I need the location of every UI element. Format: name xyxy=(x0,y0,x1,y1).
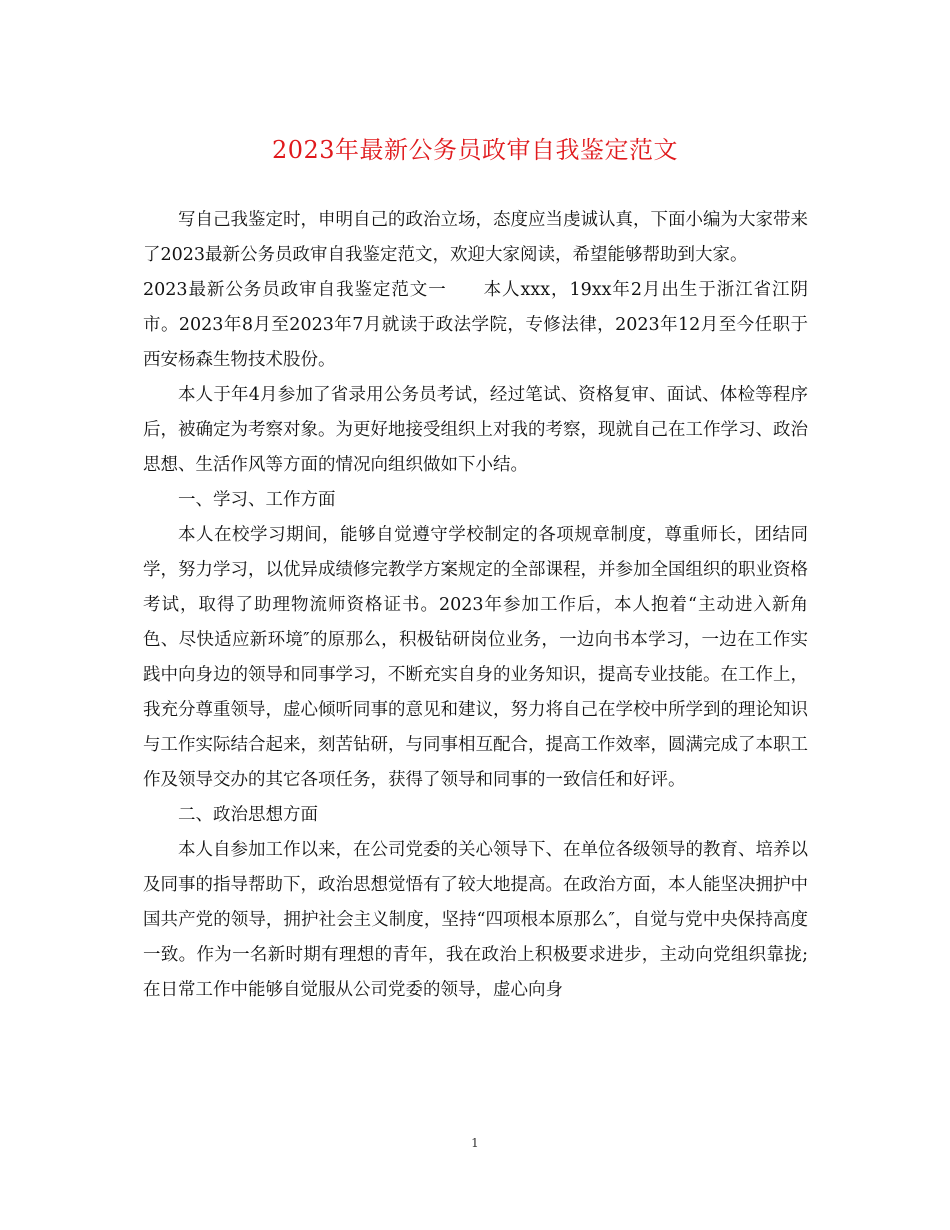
paragraph-study-work: 本人在校学习期间，能够自觉遵守学校制定的各项规章制度，尊重师长，团结同学，努力学习，以优异成绩修完教学方案规定的全部课程，并参加全国组织的职业资格考试，取得了助理物流师资格证书。2023年参加工作后，本人抱着“主动进入新角色、尽快适应新环境″的原那么，积极钻研岗位业务，一边向书本学习，一边在工作实践中向身边的领导和同事学习，不断充实自身的业务知识，提高专业技能。在工作上，我充分尊重领导，虚心倾听同事的意见和建议，努力将自己在学校中所学到的理论知识与工作实际结合起来，刻苦钻研，与同事相互配合，提高工作效率，圆满完成了本职工作及领导交办的其它各项任务，获得了领导和同事的一致信任和好评。 xyxy=(143,525,808,790)
section-heading-political: 二、政治思想方面 xyxy=(178,805,318,825)
paragraph-intro: 写自己我鉴定时，申明自己的政治立场，态度应当虔诚认真，下面小编为大家带来了2023最新公务员政审自我鉴定范文，欢迎大家阅读，希望能够帮助到大家。 xyxy=(143,210,808,265)
document-body xyxy=(143,203,808,1008)
paragraph-political: 本人自参加工作以来，在公司党委的关心领导下、在单位各级领导的教育、培养以及同事的指导帮助下，政治思想觉悟有了较大地提高。在政治方面，本人能坚决拥护中国共产党的领导，拥护社会主义制度，坚持“四项根本原那么″，自觉与党中央保持高度一致。作为一名新时期有理想的青年，我在政治上积极要求进步，主动向党组织靠拢;在日常工作中能够自觉服从公司党委的领导，虚心向身 xyxy=(143,840,808,1000)
document-title: 2023年最新公务员政审自我鉴定范文 xyxy=(271,136,679,164)
section-heading-study-work: 一、学习、工作方面 xyxy=(178,490,336,510)
page-number: 1 xyxy=(471,1136,479,1150)
paragraph-sample-one-intro: 2023最新公务员政审自我鉴定范文一 本人xxx，19xx年2月出生于浙江省江阴市。2023年8月至2023年7月就读于政法学院，专修法律，2023年12月至今任职于西安杨森生物技术股份。 xyxy=(143,280,808,370)
paragraph-exam-process: 本人于年4月参加了省录用公务员考试，经过笔试、资格复审、面试、体检等程序后，被确定为考察对象。为更好地接受组织上对我的考察，现就自己在工作学习、政治思想、生活作风等方面的情况向组织做如下小结。 xyxy=(143,385,808,475)
